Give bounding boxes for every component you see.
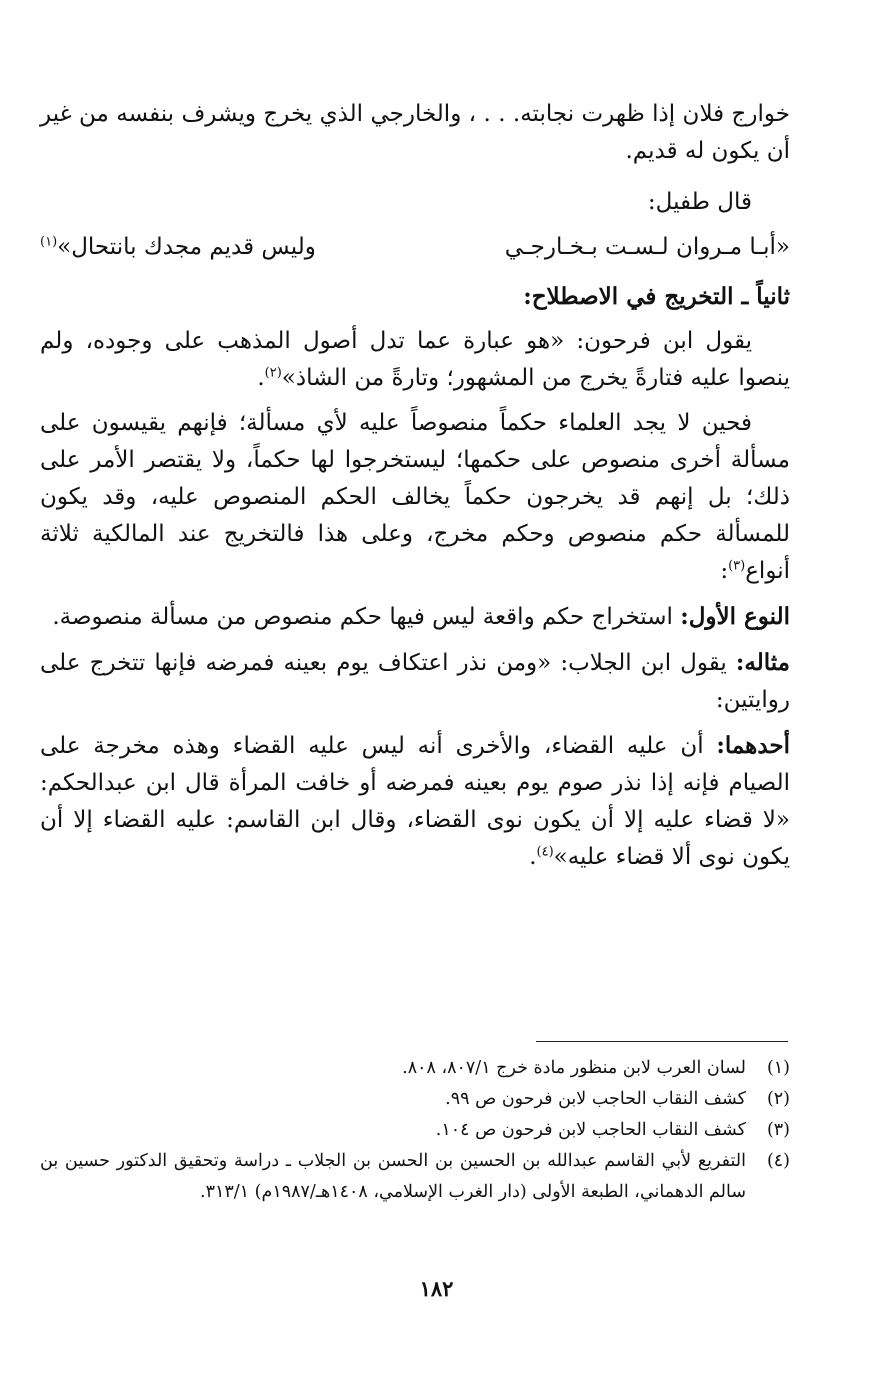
paragraph-text: أن عليه القضاء، والأخرى أنه ليس عليه القضاء وهذه مخرجة على الصيام فإنه إذا نذر صوم يوم بعينه فمرضه أو خافت المرأة قال ابن عبدالحكم: «لا قضاء عليه إلا أن يكون نوى القضاء، وقال ابن القاسم: عليه القضاء إلا أن يكون نوى ألا قضاء عليه»: [40, 733, 790, 870]
footnote: [40, 1084, 790, 1115]
paragraph-text: فحين لا يجد العلماء حكماً منصوصاً عليه لأي مسألة؛ فإنهم يقيسون على مسألة أخرى منصوص على حكمها؛ ليستخرجوا لها حكماً، ولا يقتصر الأمر على ذلك؛ بل إنهم قد يخرجون حكماً يخالف الحكم المنصوص عليه، وقد يكون للمسألة حكم منصوص وحكم مخرج، وعلى هذا فالتخريج عند المالكية ثلاثة أنواع: [40, 410, 790, 584]
poem-second-hemistich: [40, 229, 316, 266]
paragraph-text: يقول ابن فرحون: «هو عبارة عما تدل أصول المذهب على وجوده، ولم ينصوا عليه فتارةً يخرج من المشهور؛ وتارةً من الشاذ»: [40, 328, 790, 391]
footnote: [40, 1115, 790, 1146]
paragraph: [40, 405, 790, 590]
paragraph: خوارج فلان إذا ظهرت نجابته. . . ، والخارجي الذي يخرج ويشرف بنفسه من غير أن يكون له قديم.: [40, 101, 790, 164]
poem-verse: [40, 229, 790, 266]
paragraph: [40, 323, 790, 397]
paragraph: [40, 598, 790, 636]
footnote-number: (٢): [766, 1089, 790, 1109]
footnote-number: (١): [766, 1058, 790, 1078]
section-heading: ثانياً ـ التخريج في الاصطلاح:: [523, 283, 790, 310]
paragraph-lead: مثاله:: [735, 649, 790, 676]
footnote-text: لسان العرب لابن منظور مادة خرج ٨٠٧/١، ٨٠٨.: [402, 1058, 746, 1078]
footnote-divider: [536, 1041, 788, 1042]
paragraph-lead: النوع الأول:: [680, 603, 790, 630]
footnote: [40, 1053, 790, 1084]
paragraph-text: استخراج حكم واقعة ليس فيها حكم منصوص من مسألة منصوصة.: [52, 604, 681, 630]
main-text: [40, 96, 790, 884]
paragraph-end: .: [529, 844, 537, 870]
paragraph-lead: أحدهما:: [716, 732, 790, 759]
poem-first-hemistich: «أبـا مـروان لـسـت بـخـارجـي: [504, 234, 790, 260]
footnote-number: (٤): [766, 1151, 790, 1171]
footnote-marker: (١): [40, 234, 58, 250]
paragraph-end: .: [257, 365, 265, 391]
footnotes: [40, 1053, 790, 1208]
paragraph: [40, 644, 790, 719]
poem-introduction: قال طفيل:: [647, 189, 752, 215]
footnote: [40, 1146, 790, 1208]
paragraph-text: يقول ابن الجلاب: «ومن نذر اعتكاف يوم بعينه فمرضه فإنها تتخرج على روايتين:: [40, 650, 790, 713]
footnote-marker: (٢): [264, 365, 282, 381]
footnote-marker: (٣): [728, 558, 746, 574]
paragraph: [40, 727, 790, 876]
poem-second-hemistich-text: وليس قديم مجدك بانتحال»: [57, 234, 316, 260]
footnote-text: التفريع لأبي القاسم عبدالله بن الحسين بن الحسن بن الجلاب ـ دراسة وتحقيق الدكتور حسين بن سالم الدهماني، الطبعة الأولى (دار الغرب الإسلامي، ١٤٠٨هـ/١٩٨٧م) ٣١٣/١.: [40, 1151, 746, 1202]
footnote-text: كشف النقاب الحاجب لابن فرحون ص ٩٩.: [445, 1089, 746, 1109]
footnote-number: (٣): [766, 1120, 790, 1140]
paragraph-end: :: [720, 558, 729, 584]
footnote-text: كشف النقاب الحاجب لابن فرحون ص ١٠٤.: [435, 1120, 746, 1140]
page-number: ١٨٢: [419, 1276, 454, 1301]
footnote-marker: (٤): [536, 844, 554, 860]
